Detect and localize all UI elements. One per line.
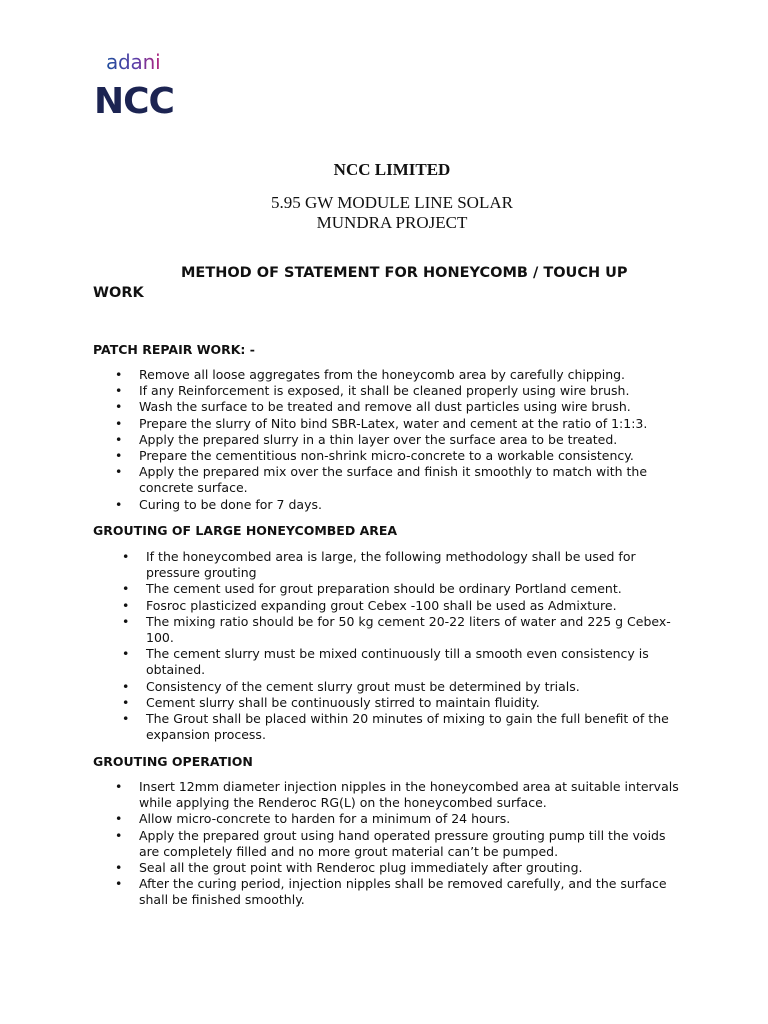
project-title-line2: MUNDRA PROJECT xyxy=(316,213,468,232)
list-item: • Apply the prepared grout using hand operated pressure grouting pump till the voids are completely filled and no more grout material can’t be pumped. xyxy=(139,828,679,860)
grouting-operation-list xyxy=(139,779,679,909)
list-item: • The Grout shall be placed within 20 minutes of mixing to gain the full benefit of the expansion process. xyxy=(146,711,680,743)
list-item: • Consistency of the cement slurry grout must be determined by trials. xyxy=(146,679,680,695)
adani-logo: adani xyxy=(106,50,161,74)
section-heading-grouting-large: GROUTING OF LARGE HONEYCOMBED AREA xyxy=(93,523,398,538)
list-item: • Apply the prepared mix over the surface and finish it smoothly to match with the concrete surface. xyxy=(139,464,679,496)
list-item: • Seal all the grout point with Renderoc plug immediately after grouting. xyxy=(139,860,679,876)
list-item: • The mixing ratio should be for 50 kg cement 20-22 liters of water and 225 g Cebex-100. xyxy=(146,614,680,646)
list-item: • Fosroc plasticized expanding grout Cebex -100 shall be used as Admixture. xyxy=(146,598,680,614)
list-item: • Insert 12mm diameter injection nipples in the honeycombed area at suitable intervals while applying the Renderoc RG(L) on the honeycombed surface. xyxy=(139,779,679,811)
section-heading-patch-repair: PATCH REPAIR WORK: - xyxy=(93,342,255,357)
list-item: • The cement slurry must be mixed continuously till a smooth even consistency is obtained. xyxy=(146,646,680,678)
list-item: • Prepare the slurry of Nito bind SBR-Latex, water and cement at the ratio of 1:1:3. xyxy=(139,416,679,432)
project-title xyxy=(0,193,768,233)
section-heading-grouting-operation: GROUTING OPERATION xyxy=(93,754,253,769)
list-item: • Remove all loose aggregates from the honeycomb area by carefully chipping. xyxy=(139,367,679,383)
ncc-logo: NCC xyxy=(94,81,174,122)
list-item: • If the honeycombed area is large, the following methodology shall be used for pressure grouting xyxy=(146,549,680,581)
list-item: • Wash the surface to be treated and remove all dust particles using wire brush. xyxy=(139,399,679,415)
list-item: • Apply the prepared slurry in a thin layer over the surface area to be treated. xyxy=(139,432,679,448)
company-title: NCC LIMITED xyxy=(333,160,451,179)
list-item: • Cement slurry shall be continuously stirred to maintain fluidity. xyxy=(146,695,680,711)
list-item: • Prepare the cementitious non-shrink micro-concrete to a workable consistency. xyxy=(139,448,679,464)
list-item: • Curing to be done for 7 days. xyxy=(139,497,679,513)
project-title-line1: 5.95 GW MODULE LINE SOLAR xyxy=(271,193,513,212)
grouting-large-list xyxy=(146,549,680,743)
list-item: • Allow micro-concrete to harden for a minimum of 24 hours. xyxy=(139,811,679,827)
list-item: • If any Reinforcement is exposed, it shall be cleaned properly using wire brush. xyxy=(139,383,679,399)
list-item: • After the curing period, injection nipples shall be removed carefully, and the surface shall be finished smoothly. xyxy=(139,876,679,908)
list-item: • The cement used for grout preparation should be ordinary Portland cement. xyxy=(146,581,680,597)
method-statement-title: METHOD OF STATEMENT FOR HONEYCOMB / TOUCH UP WORK xyxy=(93,265,628,301)
patch-repair-list xyxy=(139,367,679,513)
